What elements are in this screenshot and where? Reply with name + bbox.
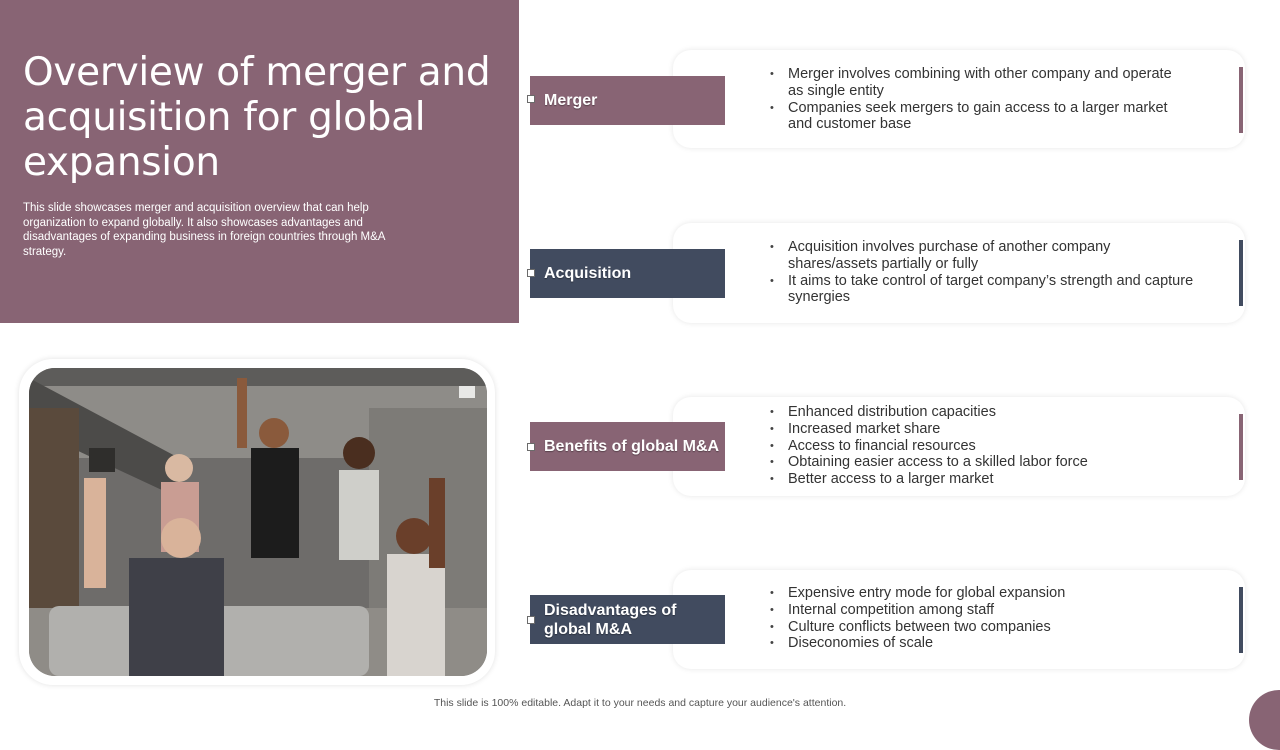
acquisition-bullets — [770, 239, 1200, 306]
list-item: • It aims to take control of target company’s strength and capture synergies — [770, 273, 1200, 307]
list-item: • Culture conflicts between two companies — [770, 619, 1210, 636]
acquisition-accent-bar — [1239, 240, 1243, 306]
benefits-bullets — [770, 404, 1210, 488]
disadvantages-accent-bar — [1239, 587, 1243, 653]
list-item: • Companies seek mergers to gain access to a larger market and customer base — [770, 100, 1190, 134]
merger-accent-bar — [1239, 67, 1243, 133]
list-item: • Increased market share — [770, 421, 1210, 438]
slide-title: Overview of merger and acquisition for global expansion — [23, 50, 491, 185]
acquisition-label: Acquisition — [530, 249, 725, 298]
disadvantages-bullets — [770, 585, 1210, 652]
list-item: • Enhanced distribution capacities — [770, 404, 1210, 421]
list-item: • Diseconomies of scale — [770, 635, 1210, 652]
disadvantages-label: Disadvantages of global M&A — [530, 595, 725, 644]
list-item: • Better access to a larger market — [770, 471, 1210, 488]
slide-description: This slide showcases merger and acquisition overview that can help organization to expand globally. It also showcases advantages and disadvantages of expanding business in foreign countries through M&A strategy. — [23, 202, 385, 258]
benefits-connector-dot — [527, 443, 535, 451]
merger-label: Merger — [530, 76, 725, 125]
team-celebration-photo — [29, 368, 487, 676]
disadvantages-connector-dot — [527, 616, 535, 624]
list-item: • Access to financial resources — [770, 438, 1210, 455]
acquisition-connector-dot — [527, 269, 535, 277]
merger-bullets — [770, 66, 1190, 133]
benefits-label: Benefits of global M&A — [530, 422, 725, 471]
list-item: • Internal competition among staff — [770, 602, 1210, 619]
list-item: • Acquisition involves purchase of another company shares/assets partially or fully — [770, 239, 1200, 273]
benefits-accent-bar — [1239, 414, 1243, 480]
footer-note: This slide is 100% editable. Adapt it to your needs and capture your audience's attention. — [433, 697, 847, 709]
list-item: • Expensive entry mode for global expansion — [770, 585, 1210, 602]
merger-connector-dot — [527, 95, 535, 103]
list-item: • Obtaining easier access to a skilled labor force — [770, 454, 1210, 471]
list-item: • Merger involves combining with other company and operate as single entity — [770, 66, 1190, 100]
